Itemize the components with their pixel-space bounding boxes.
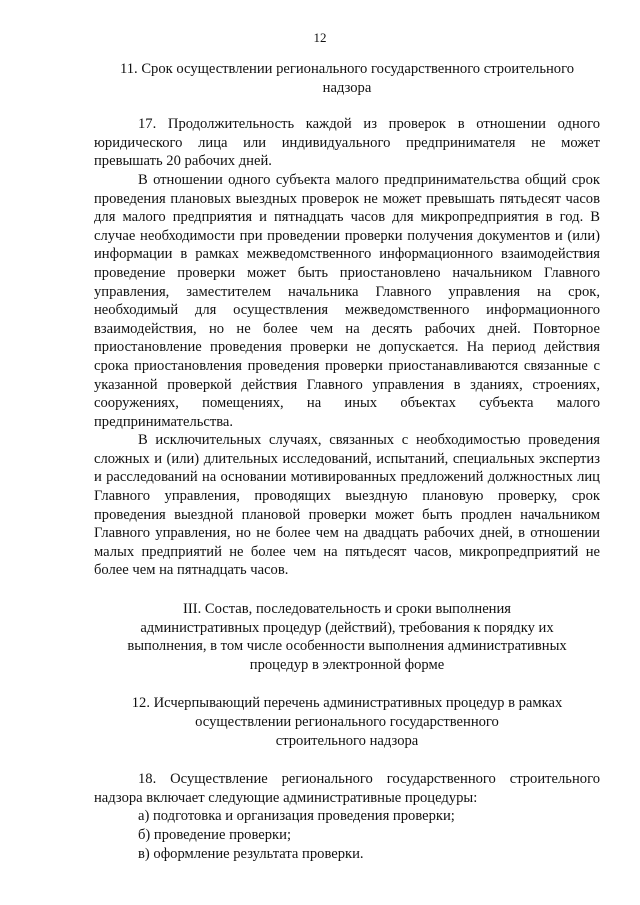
heading-line: строительного надзора [275, 732, 419, 749]
heading-line: 11. Срок осуществлении регионального государственного строительного [119, 61, 575, 77]
heading-line: процедур в электронной форме [249, 656, 445, 673]
page-number: 12 [313, 30, 327, 45]
heading-line: 12. Исчерпывающий перечень административных процедур в рамках [131, 695, 563, 712]
heading-line: осуществлении регионального государственного [195, 714, 499, 730]
section-11-heading [94, 60, 600, 97]
heading-line: административных процедур (действий), требования к порядку их [140, 619, 554, 636]
paragraph-small-business-term: В отношении одного субъекта малого предпринимательства общий срок проведения плановых выездных проверок не может превышать пятьдесят часов для малого предприятия и пятнадцать часов для микропредприятия в год. В случае необходимости при проведении проверки получения документов и (или) информации в рамках межведомственного информационного взаимодействия проведение проверки может быть приостановлено начальником Главного управления, заместителем начальника Главного управления на срок, необходимый для осуществления межведомственного информационного взаимодействия, но не более чем на десять рабочих дней. Повторное приостановление проведения проверки не допускается. На период действия срока приостановления проведения проверки приостанавливаются связанные с указанной проверкой действия Главного управления в зданиях, строениях, сооружениях, помещениях, на иных объектах субъекта малого предпринимательства. [94, 171, 600, 430]
document-body [94, 60, 600, 863]
list-item: а) подготовка и организация проведения проверки; [138, 808, 455, 825]
heading-line: выполнения, в том числе особенности выполнения административных [127, 638, 567, 655]
list-item: в) оформление результата проверки. [138, 845, 364, 862]
heading-line: надзора [322, 79, 372, 96]
paragraph-17: 17. Продолжительность каждой из проверок в отношении одного юридического лица или индивидуального предпринимателя не может превышать 20 рабочих дней. [94, 116, 600, 170]
list-item: б) проведение проверки; [138, 826, 292, 843]
section-3-heading [94, 600, 600, 674]
paragraph-18: 18. Осуществление регионального государственного строительного надзора включает следующие административные процедуры: [94, 771, 600, 806]
section-12-heading [94, 694, 600, 750]
paragraph-exceptional-cases: В исключительных случаях, связанных с необходимостью проведения сложных и (или) длительных исследований, испытаний, специальных экспертиз и расследований на основании мотивированных предложений должностных лиц Главного управления, проводящих выездную плановую проверку, срок проведения выездной плановой проверки может быть продлен начальником Главного управления, но не более чем на двадцать рабочих дней, в отношении малых предприятий не более чем на пятьдесят часов, микропредприятий не более чем на пятнадцать часов. [94, 432, 600, 579]
heading-line: III. Состав, последовательность и сроки выполнения [182, 601, 512, 618]
